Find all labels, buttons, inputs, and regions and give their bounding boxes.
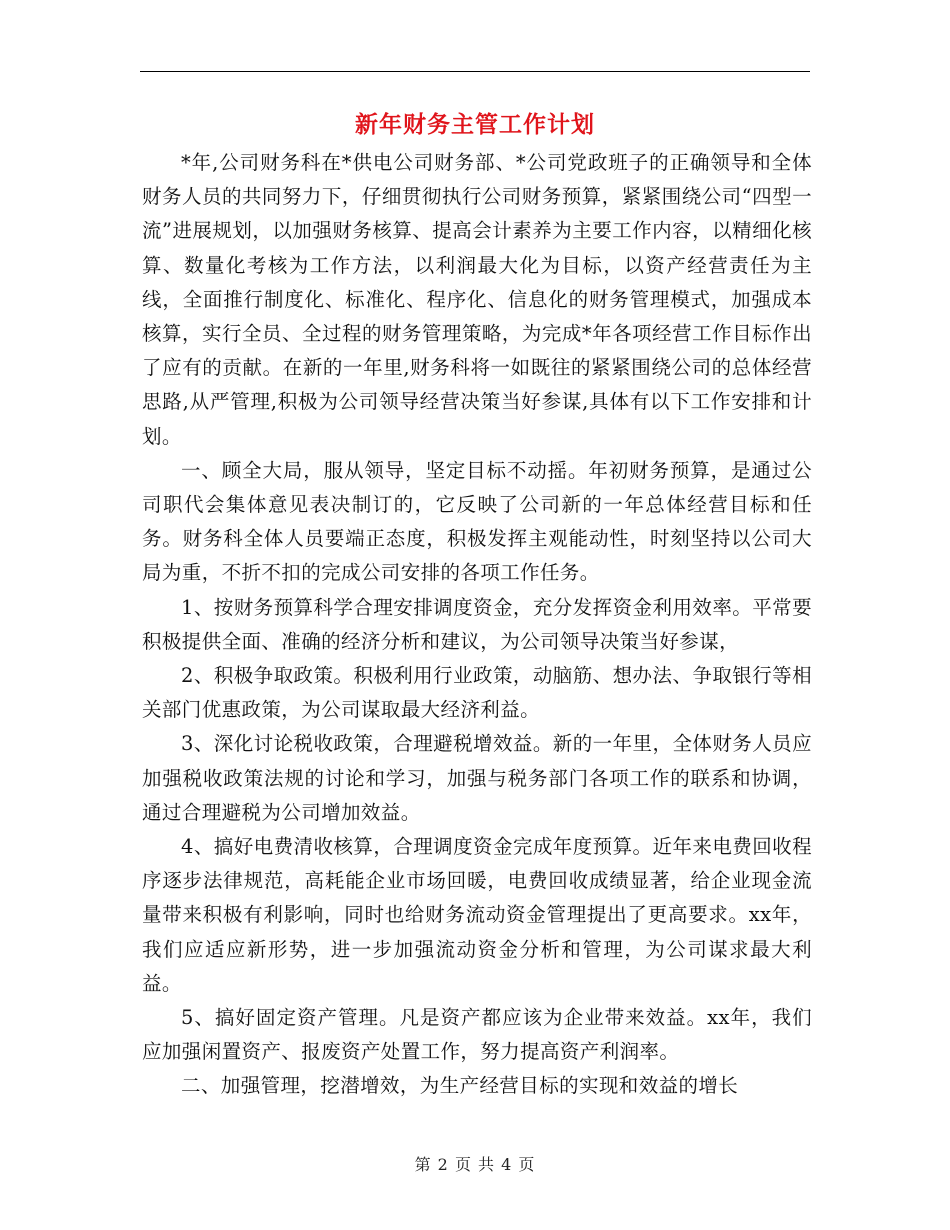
paragraph-item-5: 5、搞好固定资产管理。凡是资产都应该为企业带来效益。xx年，我们应加强闲置资产、报废资产处置工作，努力提高资产利润率。 [142, 1006, 812, 1064]
paragraph-item-2: 2、积极争取政策。积极利用行业政策，动脑筋、想办法、争取银行等相关部门优惠政策，为公司谋取最大经济利益。 [142, 664, 812, 722]
document-body [142, 146, 812, 1104]
paragraph-item-1: 1、按财务预算科学合理安排调度资金，充分发挥资金利用效率。平常要积极提供全面、准确的经济分析和建议，为公司领导决策当好参谋， [142, 595, 812, 653]
paragraph-item-4: 4、搞好电费清收核算，合理调度资金完成年度预算。近年来电费回收程序逐步法律规范，高耗能企业市场回暖，电费回收成绩显著，给企业现金流量带来积极有利影响，同时也给财务流动资金管理提出了更高要求。xx年，我们应适应新形势，进一步加强流动资金分析和管理，为公司谋求最大利益。 [142, 835, 812, 995]
header-rule [140, 71, 810, 72]
paragraph-intro: *年,公司财务科在*供电公司财务部、*公司党政班子的正确领导和全体财务人员的共同努力下，仔细贯彻执行公司财务预算，紧紧围绕公司“四型一流”进展规划，以加强财务核算、提高会计素养为主要工作内容，以精细化核算、数量化考核为工作方法，以利润最大化为目标，以资产经营责任为主线，全面推行制度化、标准化、程序化、信息化的财务管理模式，加强成本核算，实行全员、全过程的财务管理策略，为完成*年各项经营工作目标作出了应有的贡献。在新的一年里,财务科将一如既往的紧紧围绕公司的总体经营思路,从严管理,积极为公司领导经营决策当好参谋,具体有以下工作安排和计划。 [142, 151, 812, 448]
document-title: 新年财务主管工作计划 [355, 111, 595, 138]
paragraph-section-2: 二、加强管理，挖潜增效，为生产经营目标的实现和效益的增长 [181, 1074, 739, 1098]
paragraph-section-1: 一、顾全大局，服从领导，坚定目标不动摇。年初财务预算，是通过公司职代会集体意见表决制订的，它反映了公司新的一年总体经营目标和任务。财务科全体人员要端正态度，积极发挥主观能动性，时刻坚持以公司大局为重，不折不扣的完成公司安排的各项工作任务。 [142, 458, 812, 585]
page-number: 第 2 页 共 4 页 [414, 1155, 536, 1174]
paragraph-item-3: 3、深化讨论税收政策，合理避税增效益。新的一年里，全体财务人员应加强税收政策法规的讨论和学习，加强与税务部门各项工作的联系和协调，通过合理避税为公司增加效益。 [142, 732, 812, 824]
